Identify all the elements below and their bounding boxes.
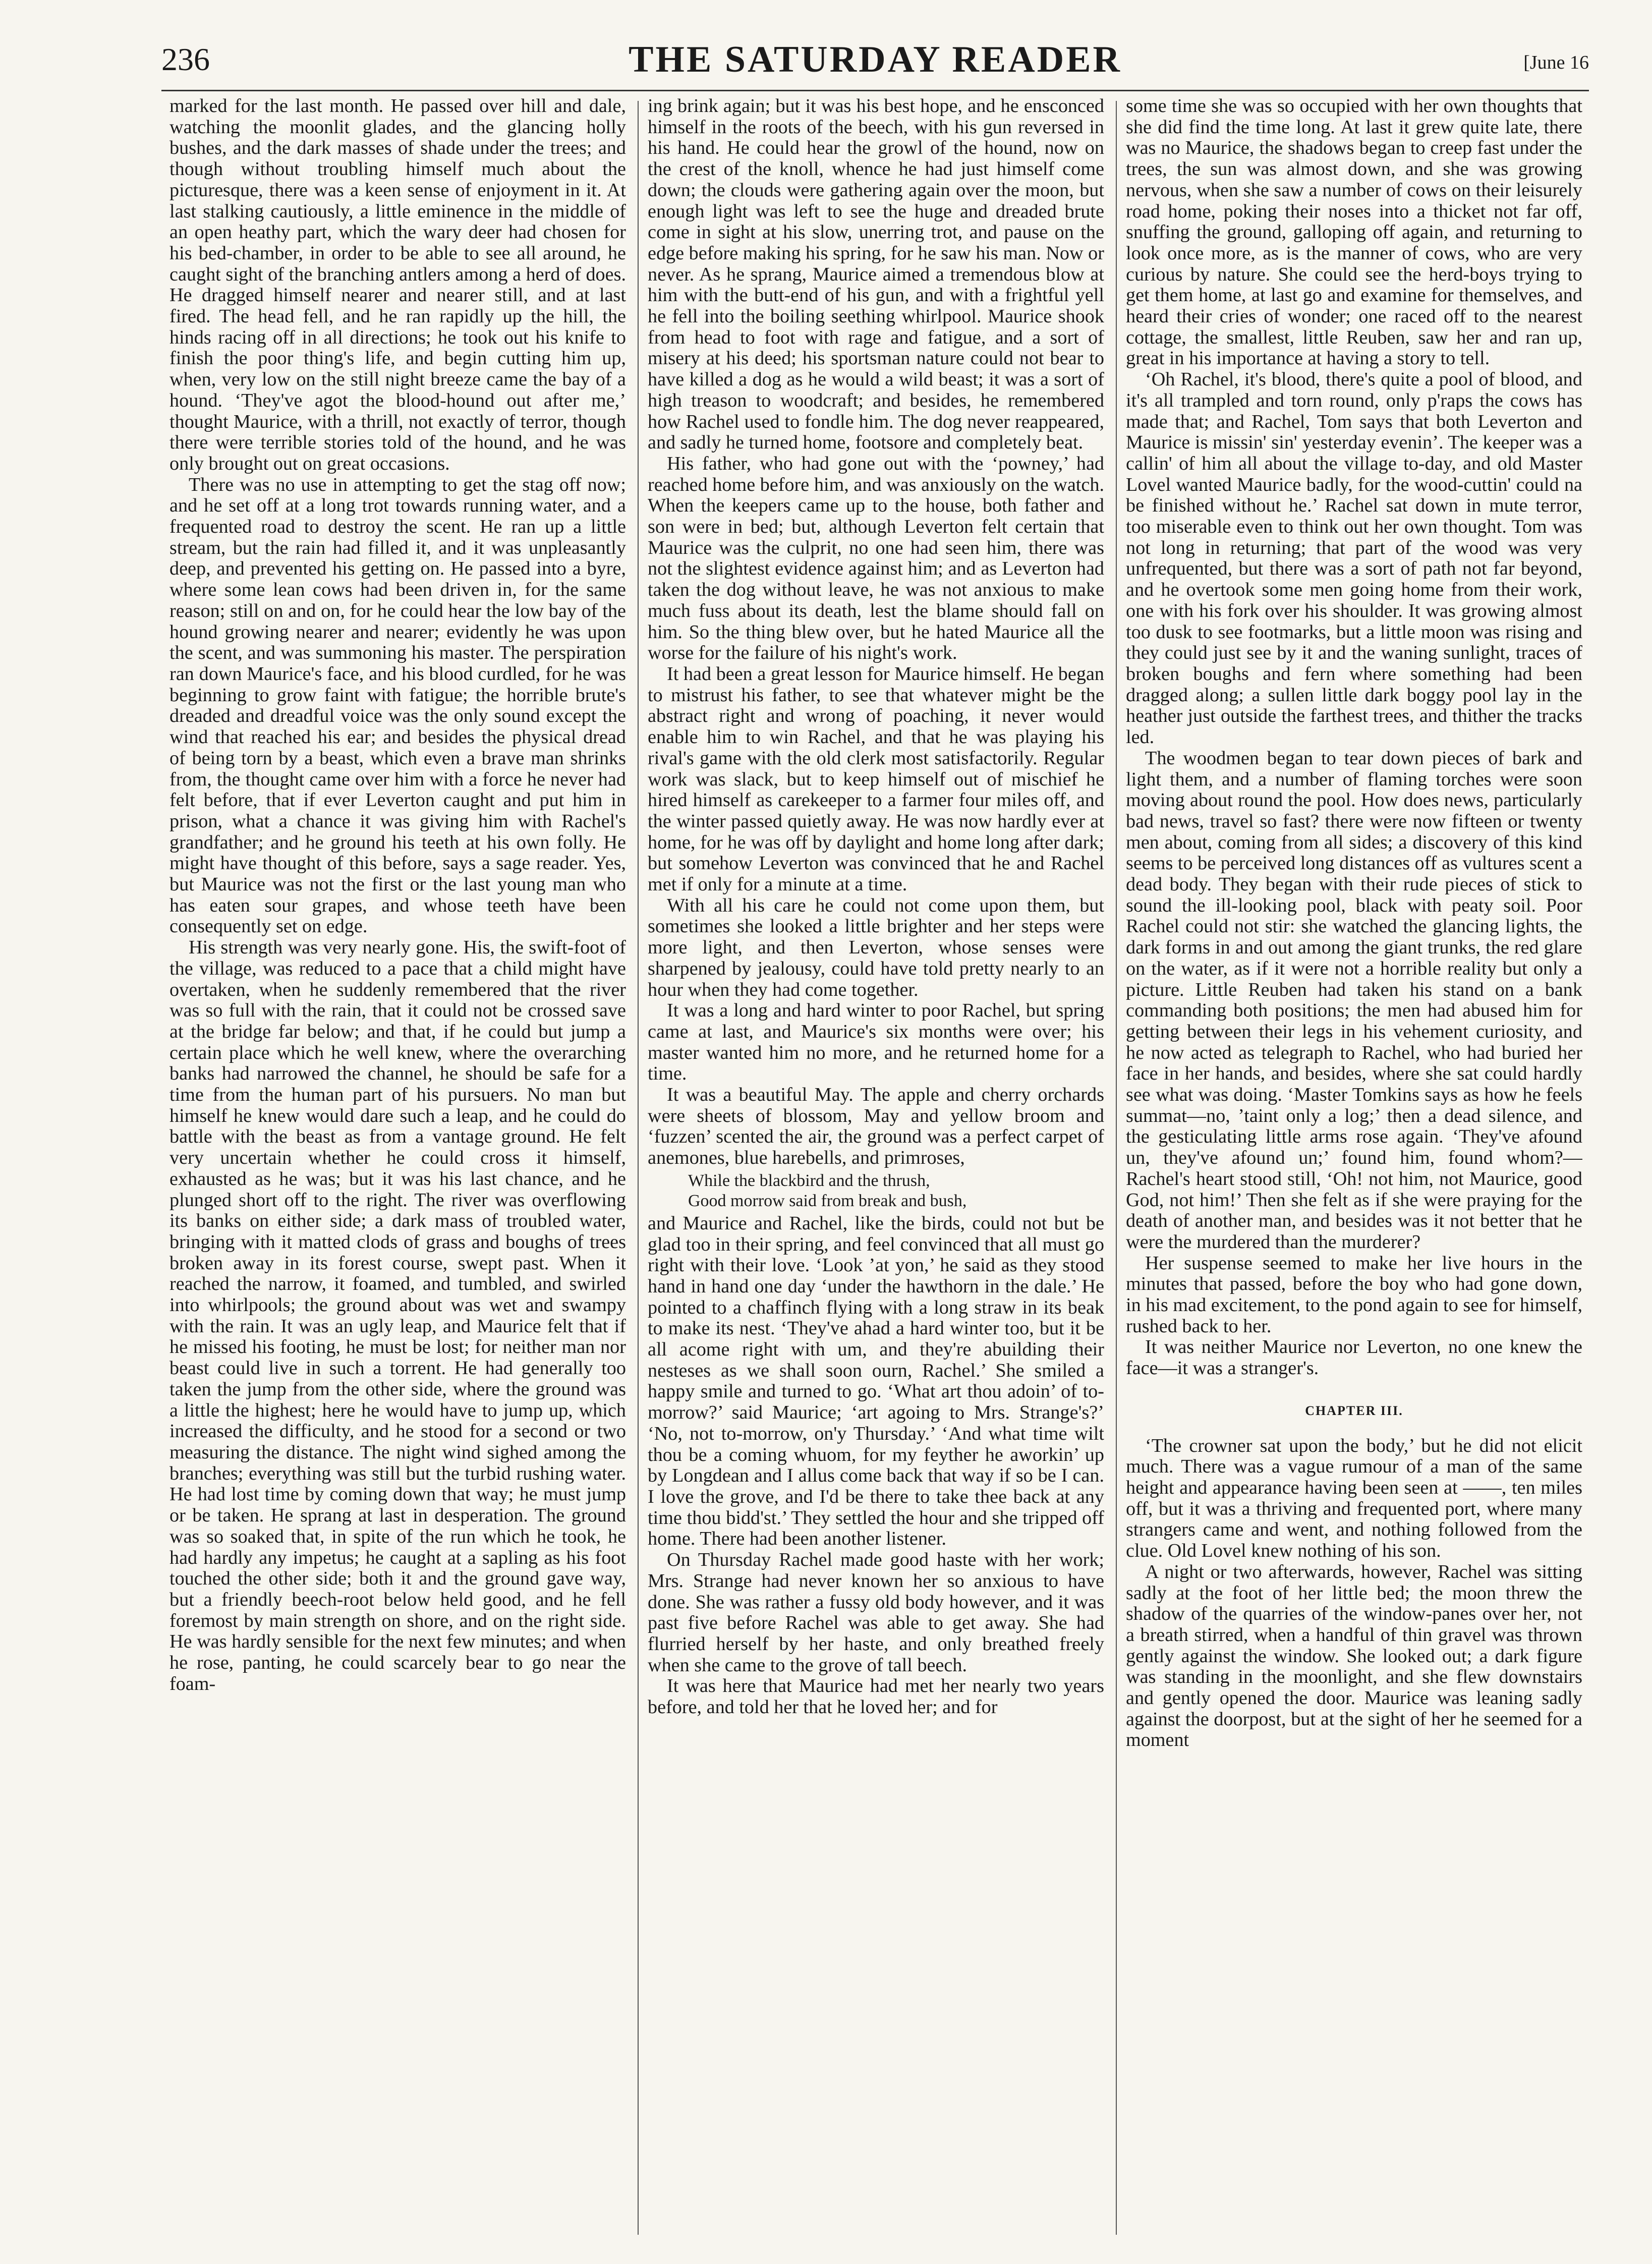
paragraph: marked for the last month. He passed over hill and dale, watching the moonlit glades, and the glancing holly bushes, and the dark masses of shade under the trees; and though without troubling himself much about the picturesque, there was a keen sense of enjoyment in it. At last stalking cautiously, a little eminence in the middle of an open heathy part, which the wary deer had chosen for his bed-chamber, in order to be able to see all around, he caught sight of the branching antlers among a herd of does. He dragged himself nearer and nearer still, and at last fired. The head fell, and he ran rapidly up the hill, the hinds racing off in all directions; he took out his knife to finish the poor thing's life, and begin cutting him up, when, very low on the still night breeze came the bay of a hound. ‘They've agot the blood-hound out after me,’ thought Maurice, with a thrill, not exactly of terror, though there were terrible stories told of the hound, and he was only brought out on great occasions.	[169, 96, 626, 474]
page-number: 236	[161, 41, 210, 77]
issue-date: [June 16	[1523, 52, 1589, 73]
header-rule	[161, 90, 1589, 91]
paragraph: It was a beautiful May. The apple and cherry orchards were sheets of blossom, May and yellow broom and ‘fuzzen’ scented the air, the ground was a perfect carpet of anemones, blue harebells, and primroses,	[648, 1084, 1104, 1169]
paragraph: It was neither Maurice nor Leverton, no one knew the face—it was a stranger's.	[1126, 1336, 1582, 1379]
paragraph: Her suspense seemed to make her live hours in the minutes that passed, before the boy who had gone down, in his mad excitement, to the pond again to see for himself, rushed back to her.	[1126, 1252, 1582, 1337]
column-3	[1126, 96, 1582, 2240]
verse-quote	[688, 1171, 1104, 1211]
paragraph: ‘Oh Rachel, it's blood, there's quite a pool of blood, and it's all trampled and torn round, only p'raps the cows has made that; and Rachel, Tom says that both Leverton and Maurice is missin' sin' yesterday evenin’. The keeper was a callin' of him all about the village to-day, and old Master Lovel wanted Maurice badly, for the wood-cuttin' could na be finished without he.’ Rachel sat down in mute terror, too miserable even to think out her own thought. Tom was not long in returning; that part of the wood was very unfrequented, but there was a sort of path not far beyond, and he overtook some men going home from their work, one with his fork over his shoulder. It was growing almost too dusk to see footmarks, but a little moon was rising and they could just see by it and the waning sunlight, traces of broken boughs and fern where something had been dragged along; a sullen little dark boggy pool lay in the heather just outside the farthest trees, and thither the tracks led.	[1126, 369, 1582, 748]
column-1	[169, 96, 626, 2240]
paragraph: ing brink again; but it was his best hope, and he ensconced himself in the roots of the beech, with his gun reversed in his hand. He could hear the growl of the hound, now on the crest of the knoll, whence he had just himself come down; the clouds were gathering again over the moon, but enough light was left to see the huge and dreaded brute come in sight at his slow, unerring trot, and pause on the edge before making his spring, for he saw his man. Now or never. As he sprang, Maurice aimed a tremendous blow at him with the butt-end of his gun, and with a frightful yell he fell into the boiling seething whirlpool. Maurice shook from head to foot with rage and fatigue, and a sort of misery at his deed; his sportsman nature could not bear to have killed a dog as he would a wild beast; it was a sort of high treason to woodcraft; and besides, he remembered how Rachel used to fondle him. The dog never reappeared, and sadly he turned home, footsore and completely beat.	[648, 96, 1104, 454]
paragraph: His father, who had gone out with the ‘powney,’ had reached home before him, and was anxiously on the watch. When the keepers came up to the house, both father and son were in bed; but, although Leverton felt certain that Maurice was the culprit, no one had seen him, there was not the slightest evidence against him; and as Leverton had taken the dog without leave, he was not anxious to make much fuss about its death, lest the blame should fall on him. So the thing blew over, but he hated Maurice all the worse for the failure of his night's work.	[648, 452, 1104, 664]
verse-line: Good morrow said from break and bush,	[688, 1191, 967, 1210]
paragraph: The woodmen began to tear down pieces of bark and light them, and a number of flaming torches were soon moving about round the pool. How does news, particularly bad news, travel so fast? there were now fifteen or twenty men about, coming from all sides; a discovery of this kind seems to be perceived long distances off as vultures scent a dead body. They began with their rude pieces of stick to sound the ill-looking pool, black with peaty soil. Poor Rachel could not stir: she watched the glancing lights, the dark forms in and out among the giant trunks, the red glare on the water, as if it were not a horrible reality but only a picture. Little Reuben had taken his stand on a bank commanding both positions; the men had abused him for getting between their legs in his vehement curiosity, and he now acted as telegraph to Rachel, who had buried her face in her hands, and besides, where she sat could hardly see what was doing. ‘Master Tomkins says as how he feels summat—no, ’taint only a log;’ then a dead silence, and the gesticulating little arms rose again. ‘They've afound un, they've afound un;’ found him, found whom?—Rachel's heart stood still, ‘Oh! not him, not Maurice, good God, not him!’ Then she felt as if she were praying for the death of another man, and besides was it not better that he were the murdered than the murderer?	[1126, 747, 1582, 1253]
column-rule	[638, 101, 639, 2235]
page-header	[161, 35, 1589, 91]
paragraph: It had been a great lesson for Maurice himself. He began to mistrust his father, to see that whatever might be the abstract right and wrong of poaching, it never would enable him to win Rachel, and that he was playing his rival's game with the old clerk most satisfactorily. Regular work was slack, but to keep himself out of mischief he hired himself as carekeeper to a farmer four miles off, and the winter passed quietly away. He was now hardly ever at home, for he was off by daylight and home long after dark; but somehow Leverton was convinced that he and Rachel met if only for a minute at a time.	[648, 663, 1104, 895]
chapter-heading: CHAPTER III.	[1305, 1403, 1403, 1418]
verse-line: While the blackbird and the thrush,	[688, 1171, 930, 1190]
paragraph: With all his care he could not come upon them, but sometimes she looked a little brighter and her steps were more light, and then Leverton, whose senses were sharpened by jealousy, could have told pretty nearly to an hour when they had come together.	[648, 894, 1104, 1000]
paragraph: some time she was so occupied with her own thoughts that she did find the time long. At last it grew quite late, there was no Maurice, the shadows began to creep fast under the trees, the sun was almost down, and she was growing nervous, when she saw a number of cows on their leisurely road home, poking their noses into a thicket not far off, snuffing the ground, galloping off again, and returning to look once more, as is the manner of cows, who are very curious by nature. She could see the herd-boys trying to get them home, at last go and examine for themselves, and heard their cries of wonder; one raced off to the nearest cottage, the smallest, little Reuben, saw her and ran up, great in his importance at having a story to tell.	[1126, 96, 1582, 369]
paragraph: On Thursday Rachel made good haste with her work; Mrs. Strange had never known her so anxious to have done. She was rather a fussy old body however, and it was past five before Rachel was able to get away. She had flurried herself by her haste, and only breathed freely when she came to the grove of tall beech.	[648, 1549, 1104, 1676]
masthead-title: THE SATURDAY READER	[629, 39, 1122, 80]
column-2	[648, 96, 1104, 2240]
paragraph: There was no use in attempting to get the stag off now; and he set off at a long trot towards running water, and a frequented road to destroy the scent. He ran up a little stream, but the rain had filled it, and it was unpleasantly deep, and prevented his getting on. He passed into a byre, where some lean cows had been driven in, for the same reason; still on and on, for he could hear the low bay of the hound growing nearer and nearer; evidently he was upon the scent, and was summoning his master. The perspiration ran down Maurice's face, and his blood curdled, for he was beginning to grow faint with fatigue; the horrible brute's dreaded and dreadful voice was the only sound except the wind that reached his ear; and besides the physical dread of being torn by a beast, which even a brave man shrinks from, the thought came over him with a force he never had felt before, that if ever Leverton caught and put him in prison, what a chance it was giving him with Rachel's grandfather; and he ground his teeth at his own folly. He might have thought of this before, says a sage reader. Yes, but Maurice was not the first or the last young man who has eaten sour grapes, and whose teeth have been consequently set on edge.	[169, 474, 626, 937]
paragraph: It was a long and hard winter to poor Rachel, but spring came at last, and Maurice's six months were over; his master wanted him no more, and he returned home for a time.	[648, 1000, 1104, 1085]
column-rule	[1116, 101, 1117, 2235]
paragraph: ‘The crowner sat upon the body,’ but he did not elicit much. There was a vague rumour of a man of the same height and appearance having been seen at ——, ten miles off, but it was a thriving and frequented port, where many strangers came and went, and nothing followed from the clue. Old Lovel knew nothing of his son.	[1126, 1435, 1582, 1562]
paragraph: A night or two afterwards, however, Rachel was sitting sadly at the foot of her little bed; the moon threw the shadow of the quarries of the window-panes over her, not a breath stirred, when a handful of thin gravel was thrown gently against the window. She looked out; a dark figure was standing in the moonlight, and she flew downstairs and gently opened the door. Maurice was leaning sadly against the doorpost, but at the sight of her he seemed for a moment	[1126, 1561, 1582, 1751]
paragraph: It was here that Maurice had met her nearly two years before, and told her that he loved her; and for	[648, 1675, 1104, 1718]
paragraph: His strength was very nearly gone. His, the swift-foot of the village, was reduced to a pace that a child might have overtaken, when he suddenly remembered that the river was so full with the rain, that it could not be crossed save at the bridge far below; and that, if he could but jump a certain place which he well knew, where the overarching banks had narrowed the channel, he should be safe for a time from the human part of his pursuers. No man but himself he knew would dare such a leap, and he could do battle with the beast as from a vantage ground. He felt very uncertain whether he could cross it himself, exhausted as he was; but it was his last chance, and he plunged short off to the right. The river was overflowing its banks on either side; a dark mass of troubled water, bringing with it matted clods of grass and boughs of trees broken away in its forest course, swept past. When it reached the narrow, it foamed, and tumbled, and swirled into whirlpools; the ground about was wet and swampy with the rain. It was an ugly leap, and Maurice felt that if he missed his footing, he must be lost; for neither man nor beast could live in such a torrent. He had generally too taken the jump from the other side, where the ground was a little the highest; here he would have to jump up, which increased the difficulty, and he stood for a second or two measuring the distance. The night wind sighed among the branches; everything was still but the turbid rushing water. He had lost time by coming down that way; he must jump or be taken. He sprang at last in desperation. The ground was so soaked that, in spite of the run which he took, he had hardly any impetus; he caught at a sapling as his foot touched the other side; both it and the ground gave way, but a friendly beech-root below held good, and he fell foremost by main strength on shore, and on the right side. He was hardly sensible for the next few minutes; and when he rose, panting, he could scarcely bear to go near the foam-	[169, 937, 626, 1694]
paragraph: and Maurice and Rachel, like the birds, could not but be glad too in their spring, and feel convinced that all must go right with their love. ‘Look ’at yon,’ he said as they stood hand in hand one day ‘under the hawthorn in the dale.’ He pointed to a chaffinch flying with a long straw in its beak to make its nest. ‘They've ahad a hard winter too, but it be all acome right with um, and they're abuilding their nesteses as we shall soon ourn, Rachel.’ She smiled a happy smile and turned to go. ‘What art thou adoin’ of to-morrow?’ said Maurice; ‘art agoing to Mrs. Strange's?’ ‘No, not to-morrow, on'y Thursday.’ ‘And what time wilt thou be a coming whuom, for my feyther he aworkin’ up by Longdean and I allus come back that way if so be I can. I love the grove, and I'd be there to take thee back at any time thou bidd'st.’ They settled the hour and she tripped off home. There had been another listener.	[648, 1212, 1104, 1550]
